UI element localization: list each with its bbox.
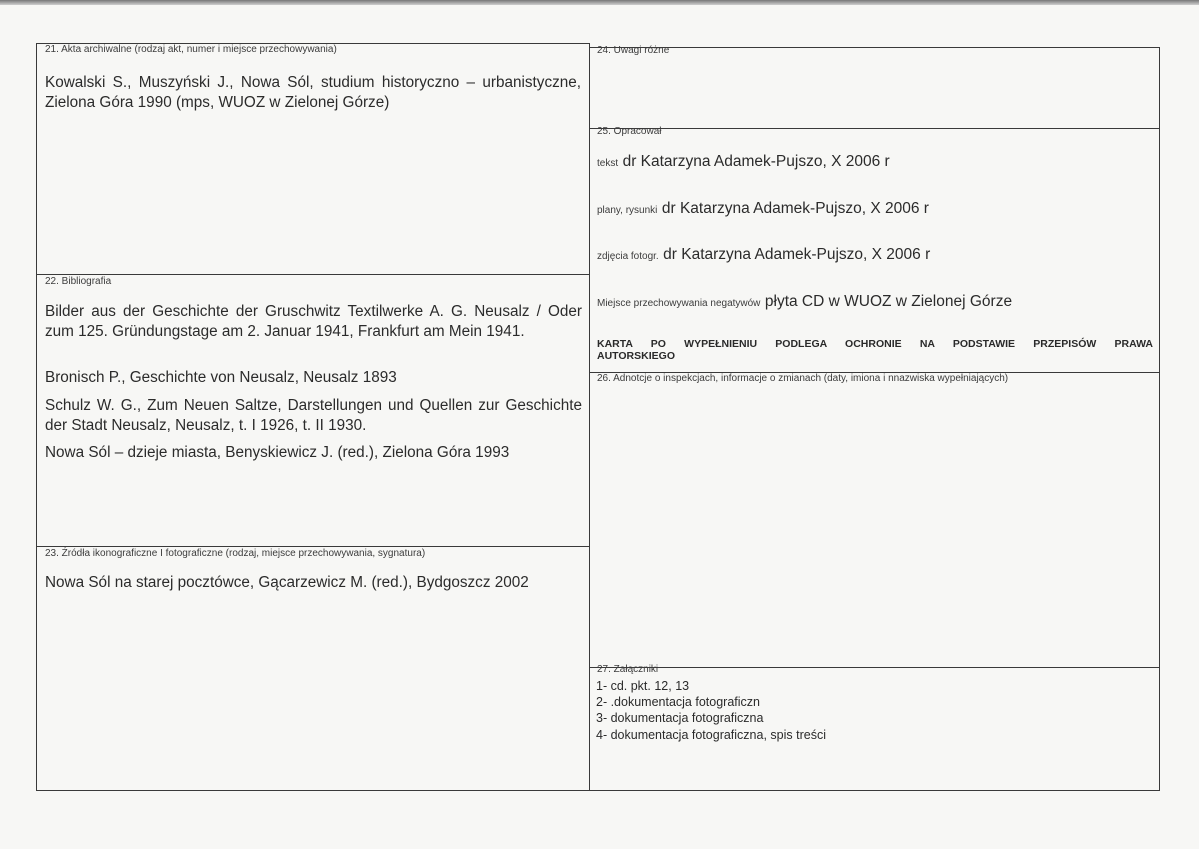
divider-23 (36, 546, 589, 547)
attachment-item: 4- dokumentacja fotograficzna, spis treści (596, 728, 826, 742)
copyright-notice-line-1: KARTA PO WYPEŁNIENIU PODLEGA OCHRONIE NA PODSTAWIE PRZEPISÓW PRAWA (597, 338, 1153, 350)
attachment-item: 1- cd. pkt. 12, 13 (596, 679, 690, 693)
drawings-author-value: dr Katarzyna Adamek-Pujszo, X 2006 r (661, 200, 929, 217)
bibliography-item-3: Schulz W. G., Zum Neuen Saltze, Darstellungen und Quellen zur Geschichte der Stadt Neusalz, Neusalz, t. I 1926, t. II 1930. (45, 397, 582, 434)
attachment-item: 3- dokumentacja fotograficzna (596, 711, 764, 725)
bibliography-item-4: Nowa Sól – dzieje miasta, Benyskiewicz J. (red.), Zielona Góra 1993 (45, 444, 510, 461)
drawings-author-row (597, 200, 929, 218)
section-21-header: 21. Akta archiwalne (rodzaj akt, numer i miejsce przechowywania) (45, 44, 337, 55)
divider-22 (36, 274, 589, 275)
negatives-storage-value: płyta CD w WUOZ w Zielonej Górze (764, 293, 1013, 310)
copyright-notice-line-2: AUTORSKIEGO (597, 350, 675, 362)
scan-top-edge (0, 0, 1199, 5)
section-23-text: Nowa Sól na starej pocztówce, Gącarzewicz M. (red.), Bydgoszcz 2002 (45, 574, 529, 591)
section-23-header: 23. Źródła ikonograficzne I fotograficzne (rodzaj, miejsce przechowywania, sygnatura) (45, 548, 426, 559)
copyright-notice (597, 338, 1153, 362)
section-22-header: 22. Bibliografia (45, 276, 112, 287)
photos-author-value: dr Katarzyna Adamek-Pujszo, X 2006 r (663, 246, 931, 263)
text-author-label: tekst (597, 158, 619, 169)
section-24-header: 24. Uwagi różne (597, 45, 670, 56)
text-author-row (597, 153, 890, 171)
negatives-storage-label: Miejsce przechowywania negatywów (597, 298, 761, 309)
drawings-author-label: plany, rysunki (597, 205, 658, 216)
negatives-storage-row (597, 293, 1012, 311)
photos-author-row (597, 246, 930, 264)
divider-25 (589, 128, 1160, 129)
divider-27 (589, 667, 1160, 668)
attachment-item: 2- .dokumentacja fotograficzn (596, 695, 760, 709)
text-author-value: dr Katarzyna Adamek-Pujszo, X 2006 r (622, 153, 890, 170)
bibliography-item-2: Bronisch P., Geschichte von Neusalz, Neusalz 1893 (45, 369, 397, 386)
photos-author-label: zdjęcia fotogr. (597, 251, 659, 262)
bibliography-item-1: Bilder aus der Geschichte der Gruschwitz Textilwerke A. G. Neusalz / Oder zum 125. Gründungstage am 2. Januar 1941, Frankfurt am Mein 1941. (45, 303, 582, 340)
section-27-header: 27. Załączniki (597, 664, 659, 675)
section-21-text: Kowalski S., Muszyński J., Nowa Sól, studium historyczno – urbanistyczne, Zielona Góra 1990 (mps, WUOZ w Zielonej Górze) (45, 74, 581, 111)
section-25-header: 25. Opracował (597, 126, 662, 137)
section-26-header: 26. Adnotcje o inspekcjach, informacje o zmianach (daty, imiona i nnazwiska wypełniających) (597, 373, 1009, 384)
